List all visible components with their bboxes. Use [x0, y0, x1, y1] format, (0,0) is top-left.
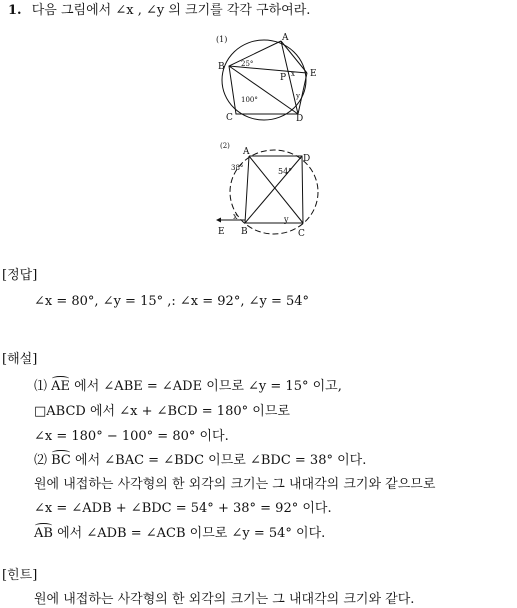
figure-1-point-c: C [226, 113, 233, 122]
figure-1-label: (1) [216, 35, 228, 44]
arc-notation: AE [51, 379, 71, 394]
figure-2-point-d: D [303, 154, 311, 164]
figure-1-point-a: A [282, 33, 289, 43]
explanation-line: 원에 내접하는 사각형의 한 외각의 크기는 그 내대각의 크기와 같으므로 [34, 477, 436, 492]
figure-2-point-c: C [298, 229, 305, 239]
answer-header: [정답] [2, 268, 38, 283]
answer-text: ∠x = 80°, ∠y = 15° ,: ∠x = 92°, ∠y = 54° [34, 294, 310, 309]
explanation-text: 에서 ∠BAC = ∠BDC 이므로 ∠BDC = 38° 이다. [70, 453, 367, 468]
hint-header: [힌트] [2, 568, 38, 583]
question-text: 다음 그림에서 ∠x , ∠y 의 크기를 각각 구하여라. [31, 3, 311, 18]
figure-1-quadrilateral [229, 41, 298, 114]
figure-2-arrow-e [216, 218, 221, 223]
explanation-prefix: ⑵ [34, 453, 52, 468]
explanation-line [34, 526, 325, 542]
figure-1-angle-100: 100° [241, 96, 258, 104]
figure-1-point-e: E [310, 69, 317, 79]
figure-2-diagonal-db [245, 156, 302, 223]
figure-1-angle-x: x [291, 70, 295, 78]
arc-notation: BC [51, 453, 71, 468]
figure-2-angle-54: 54° [278, 167, 293, 176]
figure-2-point-b: B [241, 227, 248, 237]
figure-1-angle-y: y [296, 92, 300, 100]
explanation-text: 에서 ∠ADB = ∠ACB 이므로 ∠y = 54° 이다. [52, 526, 326, 541]
explanation-line: ∠x = ∠ADB + ∠BDC = 54° + 38° = 92° 이다. [34, 501, 332, 516]
figure-1-segment-bd [229, 66, 298, 114]
figure-2-angle-x: x [233, 212, 238, 221]
explanation-line [34, 379, 342, 395]
explanation-header: [해설] [2, 352, 38, 367]
figure-1 [212, 30, 322, 122]
figure-2-angle-y: y [284, 215, 289, 224]
figure-1-angle-25: 25° [241, 60, 254, 68]
figure-2 [212, 140, 327, 240]
explanation-line: ∠x = 180° − 100° = 80° 이다. [34, 429, 229, 444]
figure-2-point-e: E [218, 227, 225, 237]
figure-2-diagonal-ac [249, 156, 303, 223]
question [8, 3, 310, 19]
explanation-line: □ABCD 에서 ∠x + ∠BCD = 180° 이므로 [34, 404, 290, 419]
question-number: 1. [8, 3, 22, 18]
figure-1-point-p: P [280, 73, 287, 83]
explanation-line [34, 453, 366, 469]
explanation-text: 에서 ∠ABE = ∠ADE 이므로 ∠y = 15° 이고, [70, 379, 342, 394]
explanation-prefix: ⑴ [34, 379, 52, 394]
figure-2-label: (2) [220, 142, 230, 150]
figure-1-point-d: D [296, 114, 304, 122]
figure-1-circle [222, 40, 306, 120]
figure-2-angle-38: 38° [231, 164, 244, 172]
arc-notation: AB [34, 526, 53, 541]
hint-text: 원에 내접하는 사각형의 한 외각의 크기는 그 내대각의 크기와 같다. [34, 592, 415, 607]
figure-2-point-a: A [243, 147, 250, 157]
figure-1-point-b: B [218, 62, 225, 72]
